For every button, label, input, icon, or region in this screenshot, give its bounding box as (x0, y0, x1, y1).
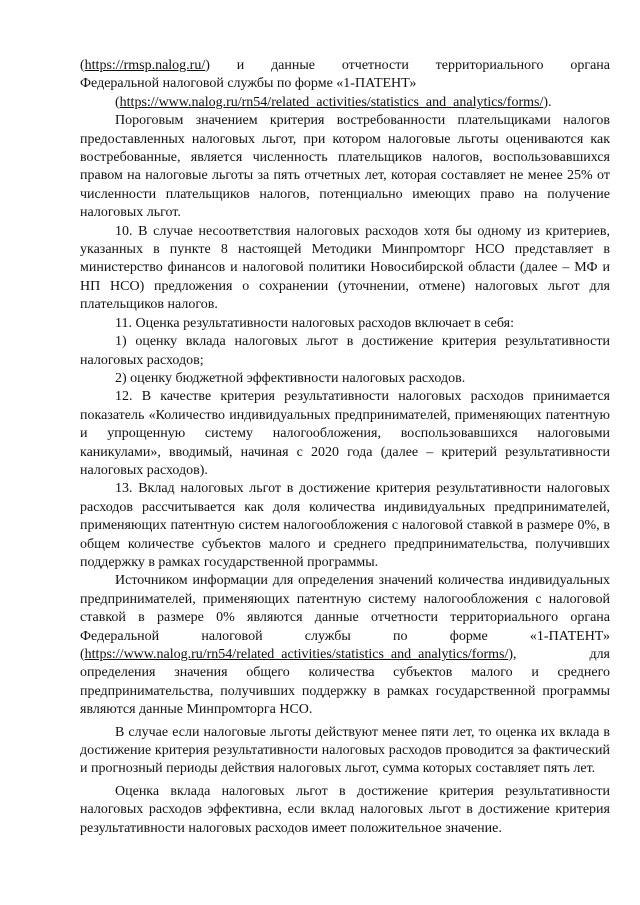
text-fragment: ) и данные отчетности территориального органа (205, 58, 610, 73)
paragraph-sources-line3 (80, 94, 610, 112)
paragraph-sources-line2: Федеральной налоговой службы по форме «1-ПАТЕНТ» (80, 76, 417, 92)
text-fragment: ( (115, 94, 120, 110)
paragraph-sources-line1 (80, 57, 610, 75)
paragraph-11-item2: 2) оценку бюджетной эффективности налоговых расходов. (115, 370, 466, 386)
nalog-forms-link-2[interactable]: https://www.nalog.ru/rn54/related_activities/statistics_and_analytics/forms/ (84, 647, 509, 662)
paragraph-less-five-years: В случае если налоговые льготы действуют менее пяти лет, то оценка их вклада в достижение критерия результативности налоговых расходов проводится за фактический и прогнозный периоды действия налоговых льгот, сумма которых составляет пять лет. (80, 724, 610, 777)
paragraph-10: 10. В случае несоответствия налоговых расходов хотя бы одному из критериев, указанных в пункте 8 настоящей Методики Минпромторг НСО представляет в министерство финансов и налоговой политики Новосибирской области (далее – МФ и НП НСО) предложения о сохранении (уточнении, отмене) налоговых льгот для плательщиков налогов. (80, 223, 610, 313)
rmsp-link[interactable]: https://rmsp.nalog.ru/ (84, 58, 206, 73)
document-page (80, 57, 610, 838)
text-fragment: ), для определения значения общего количества субъектов малого и среднего предпринимательства, получивших поддержку в рамках государственной программы являются данные Минпромторга НСО. (80, 647, 610, 718)
text-fragment: ). (543, 94, 552, 110)
text-fragment: ( (80, 58, 85, 73)
paragraph-effective: Оценка вклада налоговых льгот в достижение критерия результативности налоговых расходов эффективна, если вклад налоговых льгот в достижение критерия результативности налоговых расходов имеет положительное значение. (80, 783, 610, 836)
text-fragment: Источником информации для определения значений количества индивидуальных предпринимателей, применяющих патентную систему налогообложения с налоговой ставкой в размере 0% являются данные отчетности территориального органа Федеральной налоговой службы по форме «1-ПАТЕНТ» ( (80, 573, 610, 662)
paragraph-threshold: Пороговым значением критерия востребованности плательщиками налогов предоставленных налоговых льгот, при котором налоговые льготы оцениваются как востребованные, является численность плательщиков налогов, воспользовавшихся правом на налоговые льготы за пять отчетных лет, которая составляет не менее 25% от численности плательщиков налогов, потенциально имеющих право на получение налоговых льгот. (80, 113, 610, 221)
paragraph-12: 12. В качестве критерия результативности налоговых расходов принимается показатель «Количество индивидуальных предпринимателей, применяющих патентную и упрощенную систему налогообложения, воспользовавшихся налоговыми каникулами», вводимый, начиная с 2020 года (далее – критерий результативности налоговых расходов). (80, 389, 610, 478)
paragraph-source-info (80, 572, 610, 719)
nalog-forms-link[interactable]: https://www.nalog.ru/rn54/related_activities/statistics_and_analytics/forms/ (119, 94, 544, 110)
paragraph-11: 11. Оценка результативности налоговых расходов включает в себя: (115, 315, 514, 331)
paragraph-11-item1: 1) оценку вклада налоговых льгот в достижение критерия результативности налоговых расходов; (80, 334, 610, 368)
paragraph-13: 13. Вклад налоговых льгот в достижение критерия результативности налоговых расходов рассчитывается как доля количества индивидуальных предпринимателей, применяющих патентную систем налогообложения с налоговой ставкой в размере 0%, в общем количестве субъектов малого и среднего предпринимательства, получивших поддержку в рамках государственной программы. (80, 481, 610, 570)
